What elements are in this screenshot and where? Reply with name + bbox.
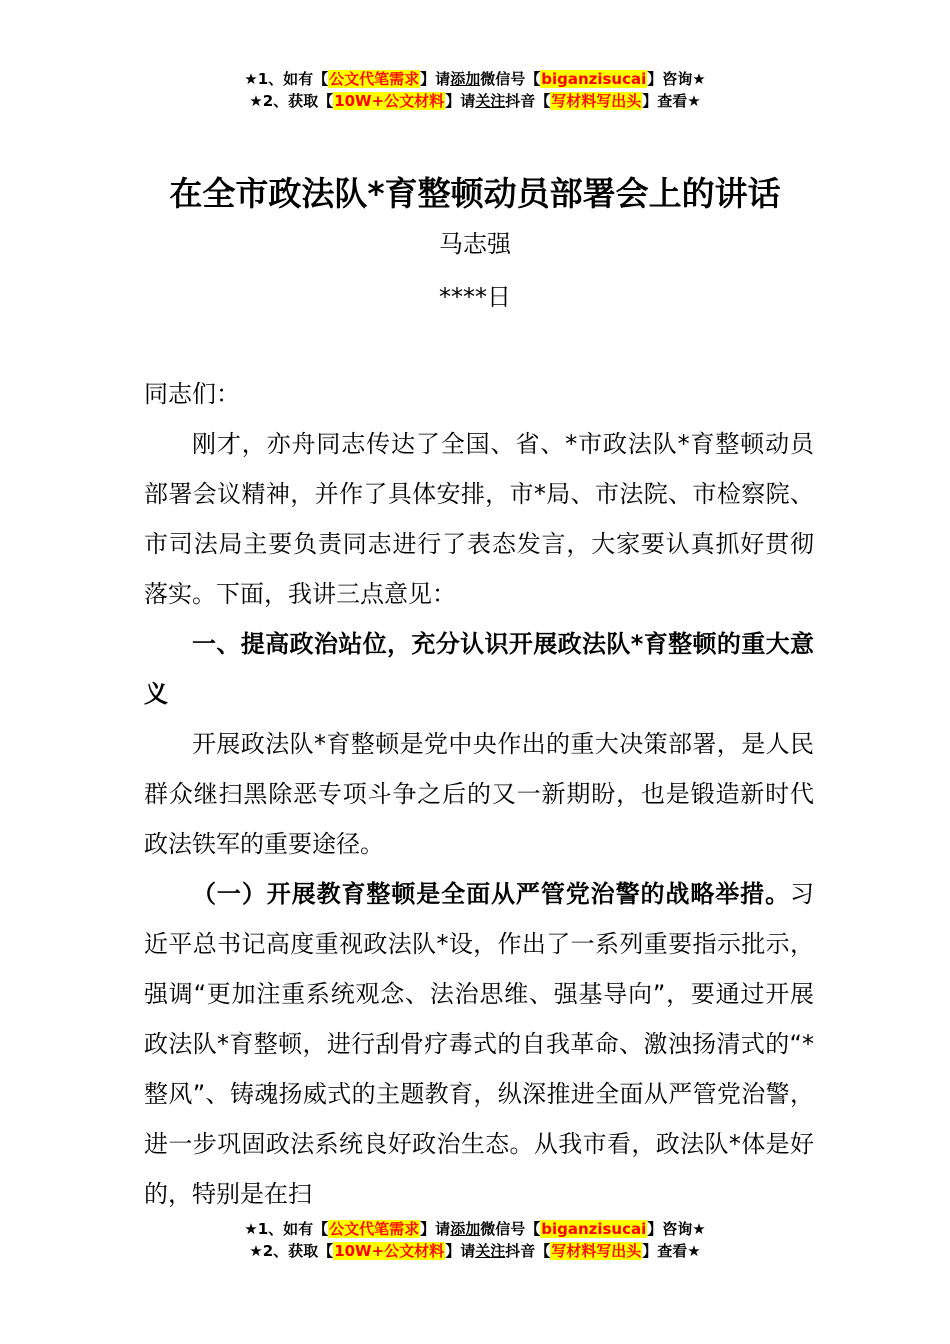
promo-line-2	[0, 1240, 950, 1262]
subsection-text: 习近平总书记高度重视政法队*设，作出了一系列重要指示批示，强调“更加注重系统观念、法治思维、强基导向”，要通过开展政法队*育整顿，进行刮骨疗毒式的自我革命、激浊扬清式的“*整风”、铸魂扬威式的主题教育，纵深推进全面从严管党治警，进一步巩固政法系统良好政治生态。从我市看，政法队*体是好的，特别是在扫	[144, 880, 814, 1208]
promo-line-1	[0, 1218, 950, 1240]
promo-line-1	[0, 68, 950, 90]
promo-text: 】请	[420, 1220, 451, 1238]
document-body	[144, 369, 814, 1219]
promo-text: 】查看★	[642, 92, 701, 110]
promo-highlight: 写材料写出头	[551, 92, 642, 110]
promo-underline: 关注	[475, 1242, 506, 1260]
promo-underline: 关注	[475, 92, 506, 110]
promo-text: 】查看★	[642, 1242, 701, 1260]
paragraph: 开展政法队*育整顿是党中央作出的重大决策部署，是人民群众继扫黑除恶专项斗争之后的又一新期盼，也是锻造新时代政法铁军的重要途径。	[144, 730, 814, 858]
promo-text: 】咨询★	[647, 70, 706, 88]
salutation: 同志们：	[144, 380, 240, 408]
document-author: 马志强	[439, 230, 511, 258]
promo-text: ★1、如有【	[244, 1220, 329, 1238]
document-title: 在全市政法队*育整顿动员部署会上的讲话	[169, 174, 781, 213]
promo-text: 微信号【	[480, 70, 541, 88]
promo-highlight: biganzisucai	[541, 70, 647, 88]
subsection-heading: （一）开展教育整顿是全面从严管党治警的战略举措。	[192, 880, 790, 908]
document-date: ****日	[439, 283, 511, 311]
promo-text: 】请	[445, 92, 476, 110]
promo-text: 】请	[445, 1242, 476, 1260]
paragraph: 刚才，亦舟同志传达了全国、省、*市政法队*育整顿动员部署会议精神，并作了具体安排，市*局、市法院、市检察院、市司法局主要负责同志进行了表态发言，大家要认真抓好贯彻落实。下面，我讲三点意见：	[144, 430, 814, 608]
promo-highlight: 10W+公文材料	[334, 92, 445, 110]
promo-text: 】咨询★	[647, 1220, 706, 1238]
promo-text: 抖音【	[505, 1242, 551, 1260]
promo-highlight: 公文代笔需求	[329, 1220, 420, 1238]
promo-text: ★1、如有【	[244, 70, 329, 88]
bottom-promo-banner	[0, 1218, 950, 1262]
section-heading: 一、提高政治站位，充分认识开展政法队*育整顿的重大意义	[144, 630, 814, 708]
promo-line-2	[0, 90, 950, 112]
promo-text: 】请	[420, 70, 451, 88]
promo-text: 微信号【	[480, 1220, 541, 1238]
promo-highlight: 10W+公文材料	[334, 1242, 445, 1260]
promo-text: 抖音【	[505, 92, 551, 110]
promo-highlight: 公文代笔需求	[329, 70, 420, 88]
promo-highlight: biganzisucai	[541, 1220, 647, 1238]
promo-underline: 添加	[450, 70, 481, 88]
paragraph	[144, 869, 814, 1219]
promo-text: ★2、获取【	[249, 1242, 334, 1260]
promo-underline: 添加	[450, 1220, 481, 1238]
promo-text: ★2、获取【	[249, 92, 334, 110]
top-promo-banner	[0, 68, 950, 112]
promo-highlight: 写材料写出头	[551, 1242, 642, 1260]
